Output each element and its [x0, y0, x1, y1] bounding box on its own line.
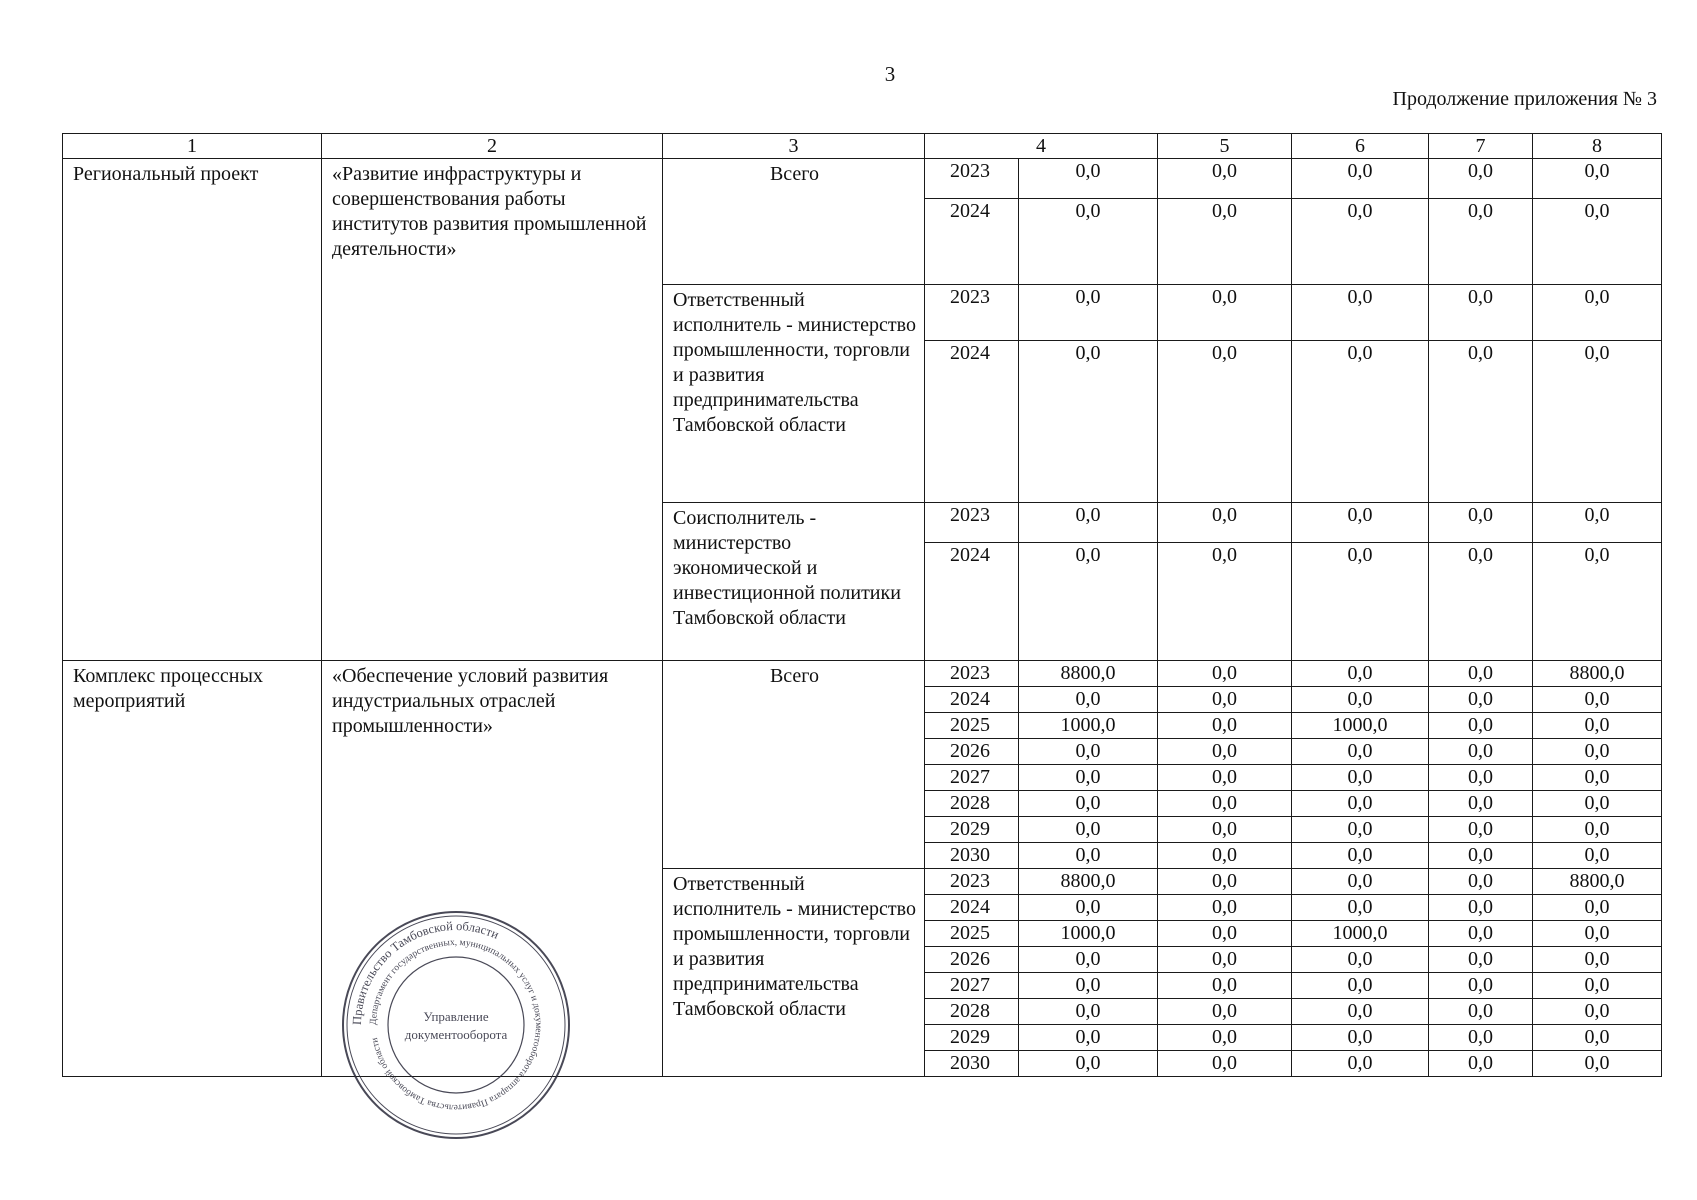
value-cell: 0,0 — [1533, 843, 1662, 869]
header-cell: 3 — [663, 134, 925, 159]
value-cell: 0,0 — [1158, 159, 1292, 199]
value-cell: 0,0 — [1292, 199, 1429, 285]
value-cell: 0,0 — [1158, 199, 1292, 285]
value-cell: 0,0 — [1019, 973, 1158, 999]
value-cell: 0,0 — [1158, 713, 1292, 739]
value-cell: 0,0 — [1158, 999, 1292, 1025]
value-cell: 0,0 — [1158, 687, 1292, 713]
value-cell: 0,0 — [1533, 687, 1662, 713]
value-cell: 0,0 — [1533, 543, 1662, 661]
year-cell: 2029 — [925, 817, 1019, 843]
value-cell: 0,0 — [1019, 791, 1158, 817]
year-cell: 2027 — [925, 765, 1019, 791]
value-cell: 0,0 — [1429, 543, 1533, 661]
value-cell: 0,0 — [1158, 947, 1292, 973]
value-cell: 0,0 — [1292, 947, 1429, 973]
value-cell: 0,0 — [1158, 543, 1292, 661]
value-cell: 1000,0 — [1292, 713, 1429, 739]
year-cell: 2025 — [925, 921, 1019, 947]
value-cell: 0,0 — [1533, 765, 1662, 791]
value-cell: 0,0 — [1019, 817, 1158, 843]
year-cell: 2023 — [925, 503, 1019, 543]
value-cell: 0,0 — [1429, 159, 1533, 199]
value-cell: 0,0 — [1158, 895, 1292, 921]
value-cell: 0,0 — [1292, 973, 1429, 999]
value-cell: 0,0 — [1292, 503, 1429, 543]
value-cell: 0,0 — [1019, 1025, 1158, 1051]
value-cell: 0,0 — [1292, 843, 1429, 869]
year-cell: 2024 — [925, 895, 1019, 921]
value-cell: 0,0 — [1429, 921, 1533, 947]
value-cell: 0,0 — [1533, 1025, 1662, 1051]
value-cell: 0,0 — [1158, 843, 1292, 869]
value-cell: 0,0 — [1158, 341, 1292, 503]
year-cell: 2024 — [925, 543, 1019, 661]
value-cell: 0,0 — [1158, 503, 1292, 543]
value-cell: 0,0 — [1158, 973, 1292, 999]
value-cell: 0,0 — [1019, 739, 1158, 765]
value-cell: 0,0 — [1533, 341, 1662, 503]
year-cell: 2030 — [925, 1051, 1019, 1077]
value-cell: 8800,0 — [1019, 661, 1158, 687]
value-cell: 0,0 — [1158, 1051, 1292, 1077]
value-cell: 0,0 — [1429, 713, 1533, 739]
value-cell: 0,0 — [1429, 973, 1533, 999]
budget-table — [62, 133, 1662, 1077]
value-cell: 0,0 — [1429, 843, 1533, 869]
executor-role: Всего — [663, 661, 925, 869]
header-cell: 8 — [1533, 134, 1662, 159]
value-cell: 0,0 — [1158, 285, 1292, 341]
year-cell: 2027 — [925, 973, 1019, 999]
value-cell: 8800,0 — [1533, 869, 1662, 895]
value-cell: 0,0 — [1533, 895, 1662, 921]
value-cell: 0,0 — [1533, 999, 1662, 1025]
value-cell: 0,0 — [1158, 661, 1292, 687]
year-cell: 2030 — [925, 843, 1019, 869]
value-cell: 0,0 — [1533, 921, 1662, 947]
value-cell: 0,0 — [1533, 739, 1662, 765]
year-cell: 2026 — [925, 947, 1019, 973]
executor-role: Ответственный исполнитель - министерство промышленности, торговли и развития предпринимательства Тамбовской области — [663, 869, 925, 1077]
year-cell: 2023 — [925, 661, 1019, 687]
value-cell: 0,0 — [1019, 687, 1158, 713]
value-cell: 0,0 — [1292, 791, 1429, 817]
header-cell: 5 — [1158, 134, 1292, 159]
value-cell: 0,0 — [1429, 765, 1533, 791]
header-cell: 4 — [925, 134, 1158, 159]
value-cell: 0,0 — [1292, 869, 1429, 895]
value-cell: 0,0 — [1292, 285, 1429, 341]
seal-center-line1: Управление — [423, 1009, 489, 1024]
value-cell: 0,0 — [1429, 1051, 1533, 1077]
value-cell: 0,0 — [1292, 1025, 1429, 1051]
value-cell: 8800,0 — [1533, 661, 1662, 687]
value-cell: 0,0 — [1533, 285, 1662, 341]
value-cell: 0,0 — [1429, 285, 1533, 341]
value-cell: 0,0 — [1429, 791, 1533, 817]
value-cell: 0,0 — [1158, 791, 1292, 817]
value-cell: 0,0 — [1019, 1051, 1158, 1077]
value-cell: 1000,0 — [1019, 713, 1158, 739]
section-name: Комплекс процессных мероприятий — [63, 661, 322, 1077]
year-cell: 2026 — [925, 739, 1019, 765]
value-cell: 0,0 — [1158, 739, 1292, 765]
value-cell: 0,0 — [1429, 199, 1533, 285]
year-cell: 2029 — [925, 1025, 1019, 1051]
value-cell: 0,0 — [1019, 341, 1158, 503]
value-cell: 0,0 — [1292, 543, 1429, 661]
value-cell: 0,0 — [1429, 687, 1533, 713]
year-cell: 2024 — [925, 199, 1019, 285]
value-cell: 0,0 — [1292, 159, 1429, 199]
value-cell: 0,0 — [1533, 199, 1662, 285]
value-cell: 0,0 — [1292, 817, 1429, 843]
value-cell: 0,0 — [1292, 739, 1429, 765]
year-cell: 2025 — [925, 713, 1019, 739]
section-description: «Развитие инфраструктуры и совершенствования работы институтов развития промышленной деятельности» — [322, 159, 663, 661]
seal-center-line2: документооборота — [404, 1027, 508, 1042]
value-cell: 0,0 — [1533, 947, 1662, 973]
value-cell: 0,0 — [1019, 765, 1158, 791]
value-cell: 0,0 — [1292, 895, 1429, 921]
executor-role: Соисполнитель - министерство экономической и инвестиционной политики Тамбовской области — [663, 503, 925, 661]
year-cell: 2024 — [925, 687, 1019, 713]
value-cell: 0,0 — [1292, 765, 1429, 791]
value-cell: 0,0 — [1292, 999, 1429, 1025]
value-cell: 0,0 — [1019, 159, 1158, 199]
year-cell: 2023 — [925, 159, 1019, 199]
executor-role: Всего — [663, 159, 925, 285]
value-cell: 0,0 — [1533, 503, 1662, 543]
value-cell: 0,0 — [1019, 199, 1158, 285]
header-cell: 7 — [1429, 134, 1533, 159]
value-cell: 0,0 — [1429, 341, 1533, 503]
seal-middle-text: Департамент государственных, муниципальных услуг и документооборота аппарата Правительства Тамбовской области — [368, 937, 544, 1113]
header-row — [63, 134, 1662, 159]
value-cell: 0,0 — [1429, 503, 1533, 543]
value-cell: 0,0 — [1429, 869, 1533, 895]
official-seal — [338, 907, 574, 1143]
value-cell: 1000,0 — [1292, 921, 1429, 947]
value-cell: 0,0 — [1019, 543, 1158, 661]
table-body — [63, 134, 1662, 1077]
value-cell: 0,0 — [1019, 895, 1158, 921]
value-cell: 0,0 — [1019, 947, 1158, 973]
header-cell: 6 — [1292, 134, 1429, 159]
value-cell: 0,0 — [1429, 999, 1533, 1025]
value-cell: 0,0 — [1533, 1051, 1662, 1077]
section-name: Региональный проект — [63, 159, 322, 661]
year-cell: 2023 — [925, 285, 1019, 341]
value-cell: 0,0 — [1158, 817, 1292, 843]
value-cell: 0,0 — [1158, 921, 1292, 947]
table-row — [63, 661, 1662, 687]
value-cell: 0,0 — [1019, 999, 1158, 1025]
year-cell: 2023 — [925, 869, 1019, 895]
value-cell: 8800,0 — [1019, 869, 1158, 895]
year-cell: 2028 — [925, 791, 1019, 817]
table-row — [63, 159, 1662, 199]
page-number: 3 — [884, 62, 896, 86]
value-cell: 1000,0 — [1019, 921, 1158, 947]
value-cell: 0,0 — [1429, 895, 1533, 921]
value-cell: 0,0 — [1158, 765, 1292, 791]
header-cell: 1 — [63, 134, 322, 159]
value-cell: 0,0 — [1429, 739, 1533, 765]
value-cell: 0,0 — [1533, 713, 1662, 739]
value-cell: 0,0 — [1429, 947, 1533, 973]
value-cell: 0,0 — [1019, 285, 1158, 341]
value-cell: 0,0 — [1158, 1025, 1292, 1051]
header-cell: 2 — [322, 134, 663, 159]
value-cell: 0,0 — [1292, 687, 1429, 713]
year-cell: 2024 — [925, 341, 1019, 503]
year-cell: 2028 — [925, 999, 1019, 1025]
value-cell: 0,0 — [1533, 973, 1662, 999]
value-cell: 0,0 — [1019, 503, 1158, 543]
executor-role: Ответственный исполнитель - министерство промышленности, торговли и развития предпринимательства Тамбовской области — [663, 285, 925, 503]
value-cell: 0,0 — [1292, 1051, 1429, 1077]
annex-continuation-note: Продолжение приложения № 3 — [1392, 88, 1657, 110]
value-cell: 0,0 — [1429, 1025, 1533, 1051]
value-cell: 0,0 — [1292, 341, 1429, 503]
value-cell: 0,0 — [1533, 817, 1662, 843]
value-cell: 0,0 — [1533, 159, 1662, 199]
svg-text:Департамент государственных, м — [369, 938, 543, 1112]
value-cell: 0,0 — [1292, 661, 1429, 687]
value-cell: 0,0 — [1158, 869, 1292, 895]
value-cell: 0,0 — [1429, 661, 1533, 687]
value-cell: 0,0 — [1533, 791, 1662, 817]
value-cell: 0,0 — [1429, 817, 1533, 843]
section-description: «Обеспечение условий развития индустриальных отраслей промышленности» — [322, 661, 663, 1077]
seal-outer-text: Правительство Тамбовской области — [349, 918, 501, 1026]
value-cell: 0,0 — [1019, 843, 1158, 869]
